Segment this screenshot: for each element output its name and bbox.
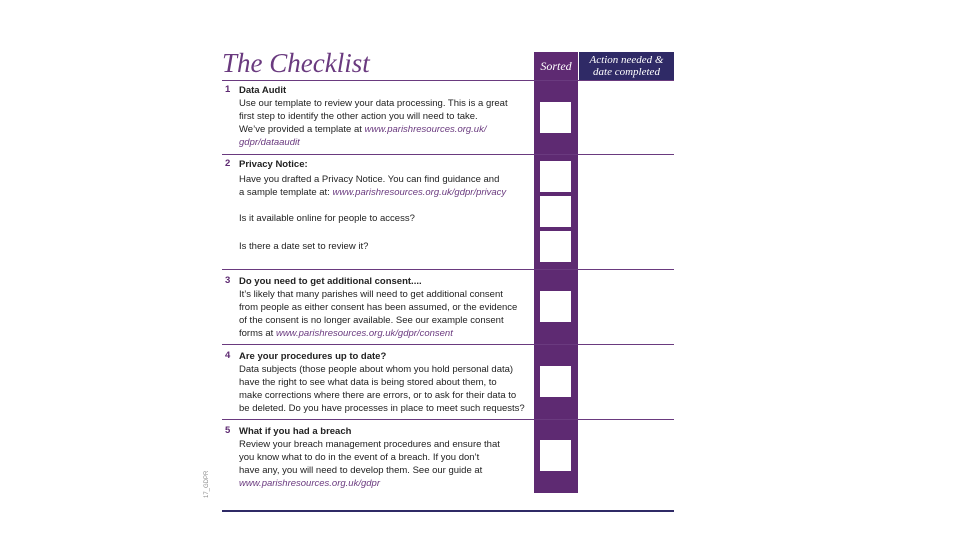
section-privacy-notice: [239, 158, 531, 253]
section-line: first step to identify the other action you will need to take.: [239, 111, 478, 122]
checkbox-privacy-notice[interactable]: [540, 161, 571, 192]
template-link-cont[interactable]: gdpr/dataaudit: [239, 137, 300, 148]
divider: [222, 80, 674, 81]
section-line: a sample template at:: [239, 187, 333, 198]
checkbox-breach[interactable]: [540, 440, 571, 471]
page-title: The Checklist: [222, 48, 370, 78]
section-line: of the consent is no longer available. See our example consent: [239, 315, 504, 326]
template-link[interactable]: www.parishresources.org.uk/: [364, 124, 487, 135]
section-line: be deleted. Do you have processes in place to meet such requests?: [239, 403, 525, 414]
section-number: 3: [225, 275, 231, 286]
section-line: make corrections where there are errors, or to ask for their data to: [239, 390, 517, 401]
breach-guide-link[interactable]: www.parishresources.org.uk/gdpr: [239, 478, 380, 489]
section-number: 4: [225, 350, 231, 361]
section-consent: [239, 275, 531, 340]
section-number: 1: [225, 84, 231, 95]
consent-link[interactable]: www.parishresources.org.uk/gdpr/consent: [275, 328, 453, 339]
checkbox-consent[interactable]: [540, 291, 571, 322]
checkbox-procedures[interactable]: [540, 366, 571, 397]
section-line: have the right to see what data is being stored about them, to: [239, 377, 497, 388]
section-line: Have you drafted a Privacy Notice. You can find guidance and: [239, 174, 500, 185]
checkbox-data-audit[interactable]: [540, 102, 571, 133]
section-data-audit: [239, 84, 531, 149]
divider: [222, 154, 674, 155]
section-heading: What if you had a breach: [239, 426, 352, 437]
section-line: We’ve provided a template at: [239, 124, 365, 135]
side-code: 17_GDPR: [204, 470, 210, 498]
section-procedures: [239, 350, 531, 415]
section-line: Data subjects (those people about whom you hold personal data): [239, 364, 514, 375]
privacy-question-review: Is there a date set to review it?: [239, 241, 369, 252]
section-breach: [239, 425, 531, 490]
divider: [222, 269, 674, 270]
section-heading: Are your procedures up to date?: [239, 351, 387, 362]
privacy-link[interactable]: www.parishresources.org.uk/gdpr/privacy: [332, 187, 507, 198]
divider: [222, 419, 674, 420]
sorted-column: [534, 80, 578, 493]
checkbox-privacy-online[interactable]: [540, 196, 571, 227]
divider: [222, 344, 674, 345]
action-column-header: [579, 52, 674, 80]
section-number: 2: [225, 158, 231, 169]
section-line: Use our template to review your data processing. This is a great: [239, 98, 508, 109]
action-header-line-1: Action needed &: [589, 54, 664, 66]
section-line: Review your breach management procedures and ensure that: [239, 439, 500, 450]
sorted-column-header: Sorted: [534, 52, 578, 80]
divider: [222, 510, 674, 512]
section-line: forms at: [239, 328, 276, 339]
section-heading: Privacy Notice:: [239, 159, 308, 170]
section-line: you know what to do in the event of a breach. If you don’t: [239, 452, 480, 463]
privacy-question-online: Is it available online for people to access?: [239, 213, 415, 224]
checkbox-privacy-review[interactable]: [540, 231, 571, 262]
action-header-line-2: date completed: [593, 66, 660, 78]
section-line: from people as either consent has been assumed, or the evidence: [239, 302, 518, 313]
section-line: have any, you will need to develop them. See our guide at: [239, 465, 483, 476]
section-heading: Data Audit: [239, 85, 287, 96]
section-heading: Do you need to get additional consent....: [239, 276, 422, 287]
section-line: It’s likely that many parishes will need to get additional consent: [239, 289, 503, 300]
section-number: 5: [225, 425, 231, 436]
